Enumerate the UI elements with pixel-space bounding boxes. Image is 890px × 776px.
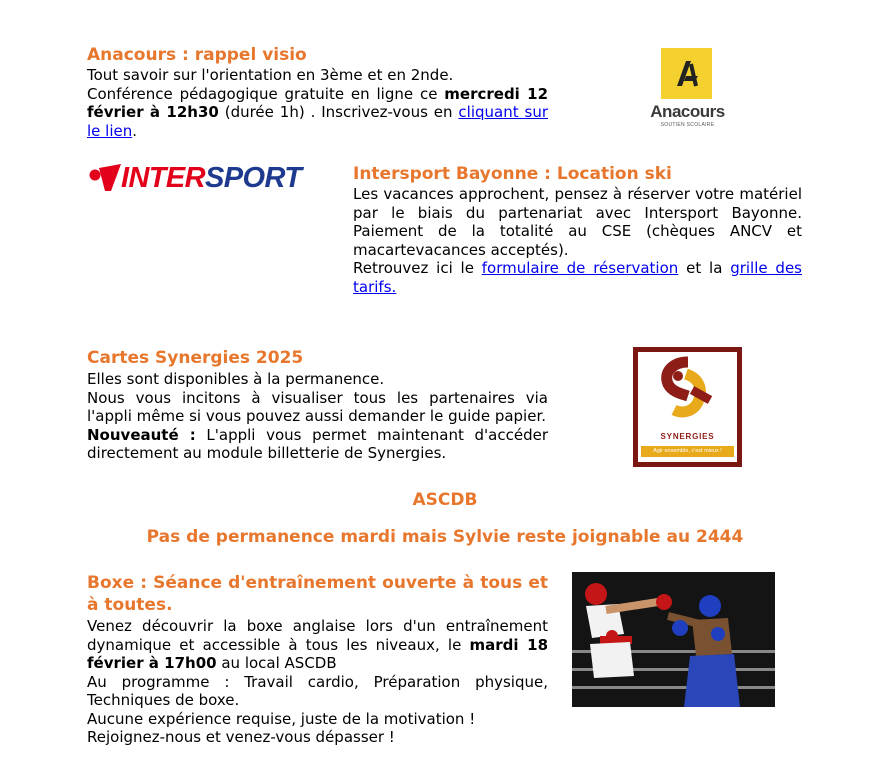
intersport-para2-a: Retrouvez ici le (353, 259, 482, 277)
synergies-line3-text: L'appli vous permet maintenant d'accéder directement au module billetterie de Synergies. (87, 425, 548, 462)
boxe-date: mardi 18 février à 17h00 (87, 635, 549, 672)
boxe-body (87, 617, 548, 747)
anacours-body (87, 66, 548, 140)
synergies-body (87, 370, 548, 463)
anacours-line2-end: . (132, 121, 138, 140)
synergies-new-label: Nouveauté : (87, 425, 196, 444)
synergies-line2: Nous vous incitons à visualiser tous les partenaires via l'appli même si vous pouvez aussi demander le guide papier. (87, 388, 548, 425)
anacours-date: mercredi 12 février à 12h30 (87, 84, 549, 121)
anacours-logo-name: Anacours (650, 102, 725, 121)
boxe-para1-a: Venez découvrir la boxe anglaise lors d'un entraînement dynamique et accessible à tous les niveaux, le (87, 617, 548, 654)
intersport-logo-text: INTERSPORT (121, 162, 302, 194)
anacours-line2-a: Conférence pédagogique gratuite en ligne ce (87, 84, 445, 103)
ascdb-notice: Pas de permanence mardi mais Sylvie reste joignable au 2444 (146, 527, 744, 547)
anacours-logo (640, 46, 735, 130)
anacours-logo-sub: SOUTIEN SCOLAIRE (660, 122, 715, 128)
anacours-register-link[interactable]: cliquant sur le lien (87, 103, 548, 140)
boxe-title: Boxe : Séance d'entraînement ouverte à tous et à toutes. (87, 573, 548, 615)
synergies-logo-icon (638, 352, 737, 428)
boxe-para1-b: au local ASCDB (216, 654, 337, 672)
boxing-photo-illustration (572, 572, 775, 707)
intersport-para2 (353, 259, 802, 296)
boxe-para3: Aucune expérience requise, juste de la motivation ! Rejoignez-nous et venez-vous dépasser ! (87, 709, 476, 746)
boxe-para2: Au programme : Travail cardio, Préparation physique, Techniques de boxe. (87, 672, 548, 709)
intersport-logo (87, 160, 332, 196)
synergies-logo-inner (638, 352, 737, 462)
anacours-line2 (87, 85, 548, 141)
anacours-line2-b: (durée 1h) . Inscrivez-vous en (218, 103, 459, 121)
synergies-line1: Elles sont disponibles à la permanence. (87, 370, 385, 388)
synergies-logo-tagline: Agir ensemble, c'est mieux ! (641, 446, 734, 457)
synergies-line3 (87, 426, 548, 463)
intersport-title: Intersport Bayonne : Location ski (353, 164, 672, 184)
anacours-logo-icon (661, 48, 712, 99)
intersport-para1: Les vacances approchent, pensez à réserver votre matériel par le biais du partenariat avec Intersport Bayonne. Paiement de la totalité au CSE (chèques ANCV et macartevacances acceptés). (353, 185, 802, 259)
intersport-form-link[interactable]: formulaire de réservation (481, 259, 679, 277)
anacours-title: Anacours : rappel visio (87, 45, 307, 65)
synergies-logo-name: SYNERGIES (660, 432, 715, 441)
ascdb-heading: ASCDB (412, 490, 478, 510)
boxing-photo (572, 572, 775, 707)
intersport-rates-link[interactable]: grille des tarifs. (353, 259, 802, 296)
anacours-line1: Tout savoir sur l'orientation en 3ème et en 2nde. (87, 66, 454, 84)
synergies-logo (633, 347, 742, 467)
intersport-para2-b: et la (678, 259, 731, 277)
boxe-para1 (87, 617, 548, 673)
intersport-body (353, 185, 802, 296)
synergies-title: Cartes Synergies 2025 (87, 348, 304, 368)
